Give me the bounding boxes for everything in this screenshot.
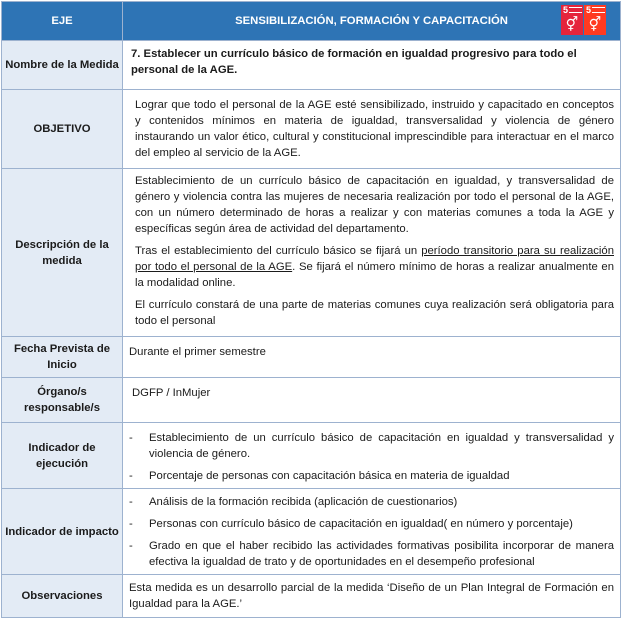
observations-text: Esta medida es un desarrollo parcial de la medida ‘Diseño de un Plan Integral de Formación en Igualdad para la AGE.’: [129, 582, 614, 610]
value-ejecucion-cell: [123, 423, 621, 489]
description-paragraph-2: [135, 243, 614, 291]
axis-title-cell: [123, 2, 621, 41]
row-objetivo: [2, 90, 621, 169]
responsible-bodies: DGFP / InMujer: [132, 387, 211, 399]
row-observaciones: [2, 575, 621, 618]
value-fecha-cell: [123, 337, 621, 378]
description-p2-end: . Se fijará el número mínimo de horas a realizar anualmente en la modalidad online.: [135, 261, 614, 289]
objective-text: Lograr que todo el personal de la AGE esté sensibilizado, instruido y capacitado en conceptos y contenidos mínimos en materia de igualdad, transversalidad y violencia de género instaurando un valor ético, cultural y constitucional imprescindible para interactuar en el marco del empleo al servicio de la AGE.: [135, 99, 614, 159]
sdg-number: 5: [586, 5, 592, 15]
list-item: - Análisis de la formación recibida (aplicación de cuestionarios): [129, 494, 614, 510]
list-item: - Grado en que el haber recibido las actividades formativas posibilita incorporar de manera efectiva la igualdad de trato y de oportunidades en el desempeño profesional: [129, 538, 614, 570]
label-impacto: Indicador de impacto: [2, 489, 123, 575]
value-organo-cell: [123, 378, 621, 423]
label-descripcion: Descripción de la medida: [2, 169, 123, 337]
sdg-5-gender-equality-icon: 5 ⚥: [561, 5, 583, 35]
description-paragraph-3: El currículo constará de una parte de materias comunes cuya realización será obligatoria para todo el personal: [135, 299, 614, 327]
impact-indicators: [123, 489, 620, 574]
value-objetivo-cell: [123, 90, 621, 169]
list-item: - Porcentaje de personas con capacitación básica en materia de igualdad: [129, 468, 614, 484]
description-body: [123, 169, 620, 336]
sdg-icons: [561, 5, 606, 35]
value-impacto-cell: [123, 489, 621, 575]
row-impacto: [2, 489, 621, 575]
measure-name: 7. Establecer un currículo básico de formación en igualdad progresivo para todo el personal de la AGE.: [131, 48, 577, 76]
label-fecha: Fecha Prevista de Inicio: [2, 337, 123, 378]
row-fecha: [2, 337, 621, 378]
label-nombre: Nombre de la Medida: [2, 41, 123, 90]
start-date: Durante el primer semestre: [129, 346, 266, 358]
description-p2-start: Tras el establecimiento del currículo básico se fijará un: [135, 245, 422, 257]
header-row: [2, 2, 621, 41]
label-objetivo: OBJETIVO: [2, 90, 123, 169]
value-descripcion-cell: [123, 169, 621, 337]
axis-title: SENSIBILIZACIÓN, FORMACIÓN Y CAPACITACIÓN: [235, 15, 508, 27]
eje-header: EJE: [2, 2, 123, 41]
sdg-5-gender-equality-icon: 5 ⚥: [584, 5, 606, 35]
row-organo: [2, 378, 621, 423]
list-item: - Personas con currículo básico de capacitación en igualdad( en número y porcentaje): [129, 516, 614, 532]
list-item: - Establecimiento de un currículo básico de capacitación en igualdad y transversalidad y violencia de género.: [129, 430, 614, 462]
label-observaciones: Observaciones: [2, 575, 123, 618]
description-p2-underlined: período transitorio para su realización por todo el personal de la AGE: [135, 245, 614, 273]
execution-indicators: [123, 423, 620, 488]
value-observaciones-cell: [123, 575, 621, 618]
sdg-number: 5: [563, 5, 569, 15]
description-paragraph-1: Establecimiento de un currículo básico de capacitación en igualdad, y transversalidad de género y violencia contra las mujeres de necesaria realización por todo el personal de la AGE, con un número determinado de horas a realizar y con materias comunes a toda la AGE y específicas según área de actividad del departamento.: [135, 175, 614, 235]
label-organo: Órgano/s responsable/s: [2, 378, 123, 423]
value-nombre-cell: [123, 41, 621, 90]
row-ejecucion: [2, 423, 621, 489]
measure-sheet: [1, 1, 621, 618]
row-nombre: [2, 41, 621, 90]
row-descripcion: [2, 169, 621, 337]
label-ejecucion: Indicador de ejecución: [2, 423, 123, 489]
